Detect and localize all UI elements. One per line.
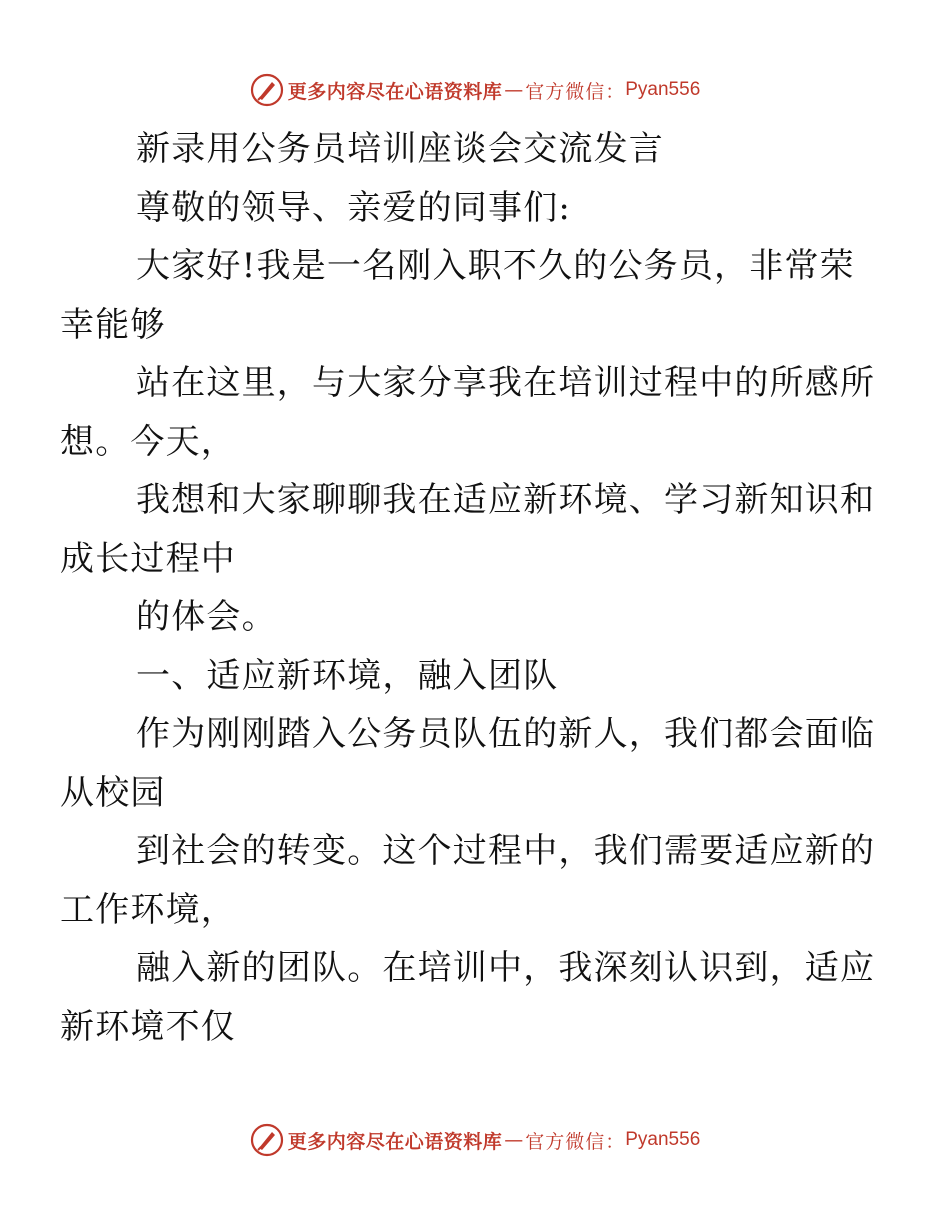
paragraph-4 xyxy=(98,588,858,647)
paragraph-2 xyxy=(60,354,876,471)
paragraph-4-line-1: 的体会。 xyxy=(136,597,277,637)
banner-wechat-account: Pyan556 xyxy=(625,1129,701,1150)
footer-watermark-banner xyxy=(0,1120,950,1160)
paragraph-5-line-2: 从校园 xyxy=(60,772,166,813)
document-salutation: 尊敬的领导、亲爱的同事们: xyxy=(136,187,572,228)
paragraph-7-line-1: 融入新的团队。在培训中，我深刻认识到，适应 xyxy=(136,948,876,988)
paragraph-3 xyxy=(60,471,876,588)
banner-wechat-label: 官方微信： xyxy=(525,1130,626,1153)
paragraph-5-line-1: 作为刚刚踏入公务员队伍的新人，我们都会面临 xyxy=(136,714,876,754)
paragraph-6-line-2: 工作环境， xyxy=(60,889,236,930)
quill-pen-logo-icon xyxy=(250,1123,284,1157)
section-heading-1 xyxy=(98,647,858,706)
paragraph-6 xyxy=(60,822,876,939)
header-watermark-banner xyxy=(0,70,950,110)
paragraph-2-line-2: 想。今天， xyxy=(60,421,236,462)
banner-brand-text: 更多内容尽在心语资料库 xyxy=(287,1130,503,1153)
banner-separator: — xyxy=(504,79,524,101)
quill-pen-logo-icon xyxy=(250,73,284,107)
banner-wechat-account: Pyan556 xyxy=(625,79,701,100)
paragraph-2-line-1: 站在这里，与大家分享我在培训过程中的所感所 xyxy=(136,363,876,403)
banner-separator: — xyxy=(504,1129,524,1151)
paragraph-3-line-2: 成长过程中 xyxy=(60,538,236,579)
paragraph-1 xyxy=(60,237,858,354)
paragraph-1-line-2: 幸能够 xyxy=(60,304,166,345)
paragraph-6-line-1: 到社会的转变。这个过程中，我们需要适应新的 xyxy=(136,831,876,871)
document-body xyxy=(60,120,876,1056)
document-title: 新录用公务员培训座谈会交流发言 xyxy=(136,129,664,169)
banner-brand-text: 更多内容尽在心语资料库 xyxy=(287,80,503,103)
paragraph-7 xyxy=(60,939,876,1056)
paragraph-3-line-1: 我想和大家聊聊我在适应新环境、学习新知识和 xyxy=(136,480,876,520)
paragraph-7-line-2: 新环境不仅 xyxy=(60,1006,236,1047)
section-heading-1-text: 一、适应新环境，融入团队 xyxy=(136,655,559,696)
paragraph-1-line-1: 大家好!我是一名刚入职不久的公务员，非常荣 xyxy=(136,246,855,286)
paragraph-5 xyxy=(60,705,876,822)
banner-wechat-label: 官方微信： xyxy=(525,80,626,103)
